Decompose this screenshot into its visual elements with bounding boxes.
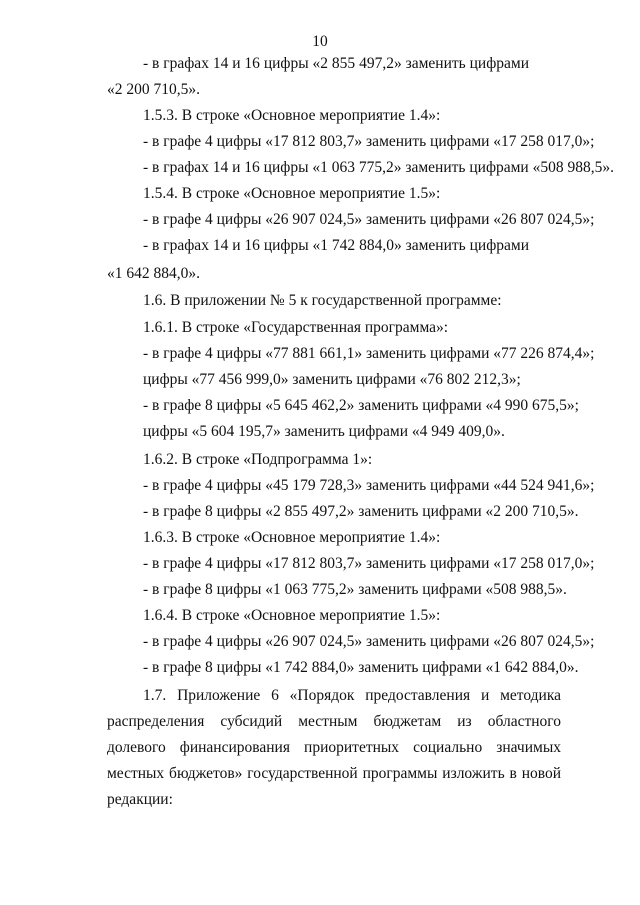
text-line: 1.7. Приложение 6 «Порядок предоставления и методика [143, 687, 561, 704]
text-line: - в графе 4 цифры «26 907 024,5» заменить цифрами «26 807 024,5»; [143, 633, 595, 650]
text-line: - в графе 8 цифры «5 645 462,2» заменить цифрами «4 990 675,5»; [143, 397, 579, 414]
text-line: 1.6.1. В строке «Государственная программа»: [143, 319, 449, 336]
text-line: - в графах 14 и 16 цифры «1 063 775,2» заменить цифрами «508 988,5». [143, 159, 614, 176]
text-line: 1.6. В приложении № 5 к государственной программе: [143, 292, 502, 309]
text-line: - в графах 14 и 16 цифры «1 742 884,0» заменить цифрами [143, 237, 529, 254]
text-line: 1.6.4. В строке «Основное мероприятие 1.5»: [143, 607, 441, 624]
text-line: - в графе 8 цифры «1 063 775,2» заменить цифрами «508 988,5». [143, 581, 567, 598]
text-line: долевого финансирования приоритетных социально значимых [107, 739, 561, 756]
text-line: «2 200 710,5». [107, 81, 200, 98]
text-line: - в графах 14 и 16 цифры «2 855 497,2» заменить цифрами [143, 55, 529, 72]
text-line: цифры «5 604 195,7» заменить цифрами «4 949 409,0». [143, 423, 505, 440]
text-line: редакции: [107, 791, 173, 808]
text-line: «1 642 884,0». [107, 265, 200, 282]
text-line: распределения субсидий местным бюджетам из областного [107, 713, 561, 730]
text-line: - в графе 4 цифры «26 907 024,5» заменить цифрами «26 807 024,5»; [143, 211, 595, 228]
text-line: - в графе 4 цифры «45 179 728,3» заменить цифрами «44 524 941,6»; [143, 477, 595, 494]
page-number: 10 [312, 33, 328, 50]
text-line: 1.6.2. В строке «Подпрограмма 1»: [143, 451, 373, 468]
text-line: 1.5.3. В строке «Основное мероприятие 1.4»: [143, 107, 441, 124]
text-line: - в графе 8 цифры «1 742 884,0» заменить цифрами «1 642 884,0». [143, 659, 579, 676]
text-line: местных бюджетов» государственной программы изложить в новой [107, 765, 561, 782]
text-line: - в графе 4 цифры «17 812 803,7» заменить цифрами «17 258 017,0»; [143, 133, 595, 150]
text-line: 1.6.3. В строке «Основное мероприятие 1.4»: [143, 529, 441, 546]
text-line: - в графе 4 цифры «17 812 803,7» заменить цифрами «17 258 017,0»; [143, 555, 595, 572]
text-line: - в графе 8 цифры «2 855 497,2» заменить цифрами «2 200 710,5». [143, 503, 579, 520]
text-line: - в графе 4 цифры «77 881 661,1» заменить цифрами «77 226 874,4»; [143, 345, 595, 362]
text-line: цифры «77 456 999,0» заменить цифрами «76 802 212,3»; [143, 371, 521, 388]
text-line: 1.5.4. В строке «Основное мероприятие 1.5»: [143, 185, 441, 202]
